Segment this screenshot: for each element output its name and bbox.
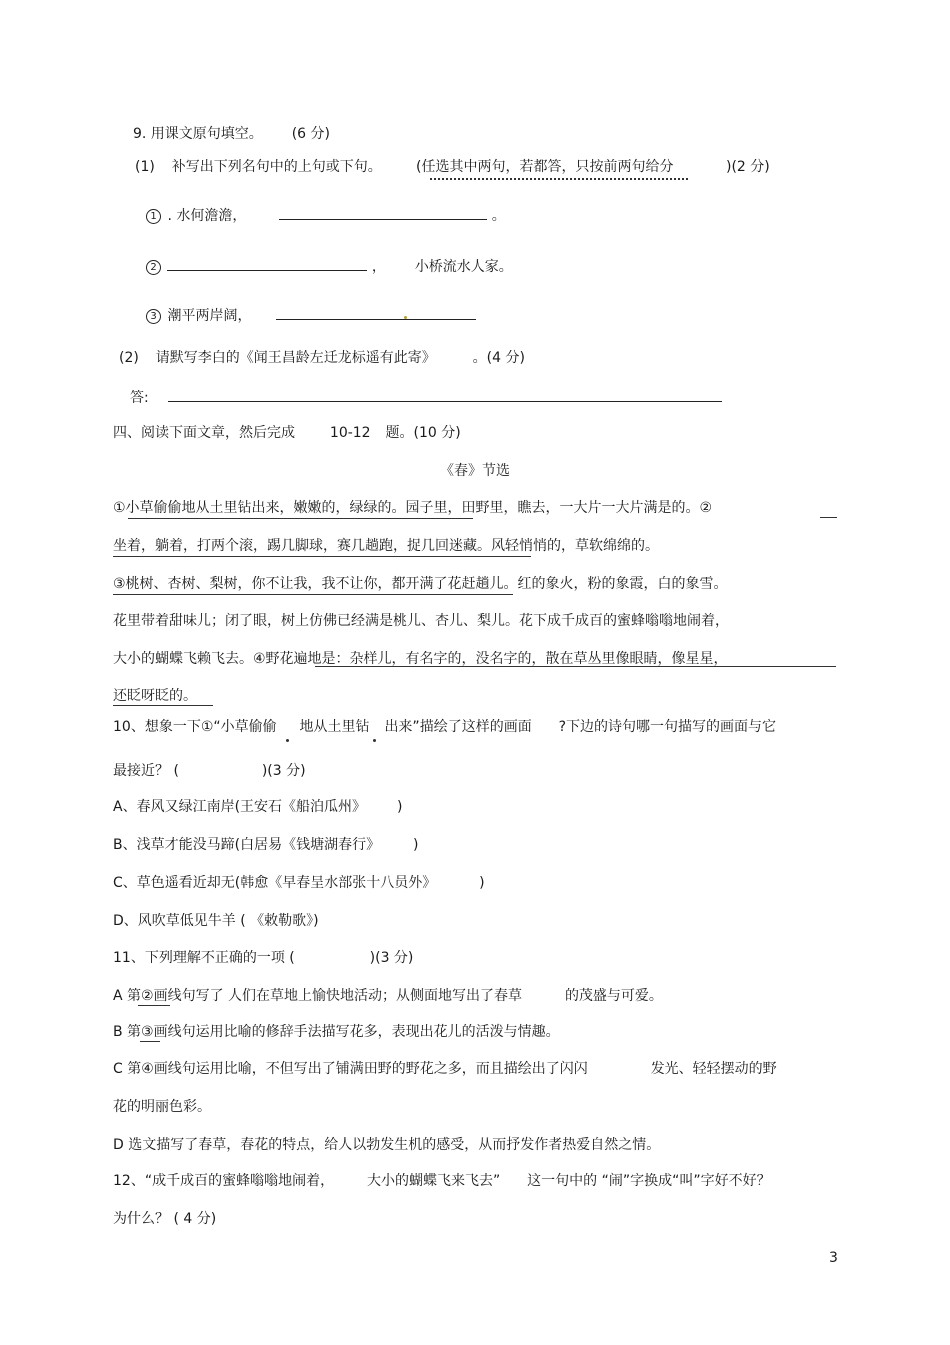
q10-line-1b: 地从土里钻 xyxy=(299,719,370,735)
circled-number-1: 1 xyxy=(146,209,161,224)
q10-line-1d: ?下边的诗句哪一句描写的画面与它 xyxy=(558,719,777,735)
q9-item-1-text: . 水何澹澹， xyxy=(167,208,247,224)
q10-line-2b: )(3 分) xyxy=(261,763,306,779)
passage-line-4: 花里带着甜味儿；闭了眼，树上仿佛已经满是桃儿、杏儿、梨儿。花下成千成百的蜜蜂嗡嗡地闹着， xyxy=(113,613,729,629)
passage-line-3: ③桃树、杏树、梨树，你不让我，我不让你，都开满了花赶趟儿。红的象火，粉的象霞，白的象雪。 xyxy=(113,576,728,592)
circled-number-3: 3 xyxy=(146,309,161,324)
q12-line-2: 为什么？ ( 4 分) xyxy=(113,1211,217,1227)
q9-part1-note-line xyxy=(416,158,673,176)
q11-stem-b: )(3 分) xyxy=(369,950,414,966)
passage-line-2: 坐着，躺着，打两个滚，踢几脚球，赛几趟跑，捉几回迷藏。风轻悄悄的，草软绵绵的。 xyxy=(113,538,659,554)
q9-answer-line xyxy=(130,387,722,407)
q9-item-2-after: 小桥流水人家。 xyxy=(414,259,513,275)
section4-range: 10-12 xyxy=(329,425,371,441)
q9-part2-text: 请默写李白的《闻王昌龄左迁龙标遥有此寄》 xyxy=(155,350,436,366)
q12-line-1b: 大小的蝴蝶飞来飞去” xyxy=(366,1173,501,1189)
q10-option-b-text: B、浅草才能没马蹄(白居易《钱塘湖春行》 xyxy=(113,837,381,853)
q10-option-a[interactable] xyxy=(113,798,402,816)
emphasis-dot-2 xyxy=(373,739,376,742)
ink-dot xyxy=(404,316,407,319)
q9-part2-score: 。(4 分) xyxy=(472,350,525,366)
answer-blank-1[interactable] xyxy=(279,205,487,220)
answer-blank-3[interactable] xyxy=(276,305,476,320)
q10-line-2a: 最接近？ ( xyxy=(113,763,179,779)
page-number: 3 xyxy=(829,1250,838,1266)
q10-option-a-text: A、春风又绿江南岸(王安石《船泊瓜州》 xyxy=(113,799,367,815)
q12-line-1c: 这一句中的 “闹”字换成“叫”字好不好？ xyxy=(527,1173,771,1189)
q11-stem xyxy=(113,949,413,967)
emphasis-dot-1 xyxy=(286,739,289,742)
q9-part1-line xyxy=(135,158,382,176)
passage-line-5: 大小的蝴蝶飞赖飞去。④野花遍地是：杂样儿，有名字的，没名字的，散在草丛里像眼睛，像星星， xyxy=(113,651,728,667)
q9-item-2-comma: ， xyxy=(371,259,386,275)
section4-heading-end: 题。(10 分) xyxy=(385,425,461,441)
q9-part1-note: (任选其中两句，若都答，只按前两句给分 xyxy=(416,159,674,175)
q11-option-b[interactable]: B 第③画线句运用比喻的修辞手法描写花多，表现出花儿的活泼与情趣。 xyxy=(113,1024,560,1040)
q9-part1-label: (1) xyxy=(135,159,155,175)
q10-option-b[interactable] xyxy=(113,836,418,854)
emphasis-dots xyxy=(430,178,688,180)
passage-title: 《春》节选 xyxy=(440,463,510,479)
q11-option-c-text-1: C 第④画线句运用比喻，不但写出了铺满田野的野花之多，而且描绘出了闪闪 xyxy=(113,1061,588,1077)
q10-option-c-text: C、草色遥看近却无(韩愈《早春呈水部张十八员外》 xyxy=(113,875,437,891)
section4-heading-text: 四、阅读下面文章，然后完成 xyxy=(113,425,295,441)
underline-2 xyxy=(113,556,531,557)
q10-option-c[interactable] xyxy=(113,874,485,892)
passage-line-1: ①小草偷偷地从土里钻出来，嫩嫩的，绿绿的。园子里，田野里，瞧去，一大片一大片满是的。② xyxy=(113,500,713,516)
q9-title-line xyxy=(133,125,330,143)
underline-1 xyxy=(128,518,473,519)
q10-option-d[interactable]: D、风吹草低见牛羊 ( 《敕勒歌》) xyxy=(113,913,319,929)
circled-number-2: 2 xyxy=(146,260,161,275)
q11-option-c[interactable] xyxy=(113,1060,777,1078)
underline-3 xyxy=(113,594,513,595)
underline-mark-2 xyxy=(138,1005,170,1006)
answer-label: 答: xyxy=(130,390,149,406)
answer-blank-2[interactable] xyxy=(167,256,367,271)
q9-title: 9. 用课文原句填空。 xyxy=(133,126,263,142)
q9-item-2 xyxy=(146,256,513,276)
q10-line-1c: 出来”描绘了这样的画面 xyxy=(384,719,532,735)
q9-item-3-text: 潮平两岸阔， xyxy=(167,308,252,324)
q11-stem-a: 11、下列理解不正确的一项 ( xyxy=(113,950,295,966)
q11-option-c-text-2: 发光、轻轻摆动的野 xyxy=(650,1061,777,1077)
passage-line-6: 还眨呀眨的。 xyxy=(113,688,197,704)
q11-option-a-text-1: A 第②画线句写了 人们在草地上愉快地活动；从侧面地写出了春草 xyxy=(113,988,523,1004)
close-paren: ) xyxy=(412,837,419,853)
q12-line-1a: 12、“成千成百的蜜蜂嗡嗡地闹着， xyxy=(113,1173,335,1189)
q11-option-a[interactable] xyxy=(113,987,663,1005)
q10-line-1a: 10、想象一下①“小草偷偷 xyxy=(113,719,277,735)
underline-4-end xyxy=(113,705,213,706)
answer-blank-poem[interactable] xyxy=(168,387,722,402)
q11-option-c-cont: 花的明丽色彩。 xyxy=(113,1099,211,1115)
q12-line-1 xyxy=(113,1172,771,1190)
close-paren: ) xyxy=(479,875,485,891)
q9-item-1 xyxy=(146,205,506,225)
underline-mark-3 xyxy=(140,1041,160,1042)
q9-part1-score: )(2 分) xyxy=(726,159,770,175)
q11-option-d[interactable]: D 选文描写了春草，春花的特点，给人以勃发生机的感受，从而抒发作者热爱自然之情。 xyxy=(113,1137,661,1153)
q9-part2-line xyxy=(119,349,525,367)
q9-score: (6 分) xyxy=(291,126,330,142)
q10-line-2 xyxy=(113,762,306,780)
underline-2-start xyxy=(820,517,837,518)
q9-part1-text: 补写出下列名句中的上句或下句。 xyxy=(171,159,382,175)
q9-item-1-end: 。 xyxy=(491,208,506,224)
underline-4 xyxy=(315,666,836,667)
q9-part1-score-line xyxy=(726,158,770,176)
q9-part2-label: (2) xyxy=(119,350,139,366)
section4-heading xyxy=(113,424,461,442)
q10-line-1 xyxy=(113,718,776,736)
close-paren: ) xyxy=(396,799,403,815)
q11-option-a-text-2: 的茂盛与可爱。 xyxy=(564,988,663,1004)
q9-item-3 xyxy=(146,305,476,325)
